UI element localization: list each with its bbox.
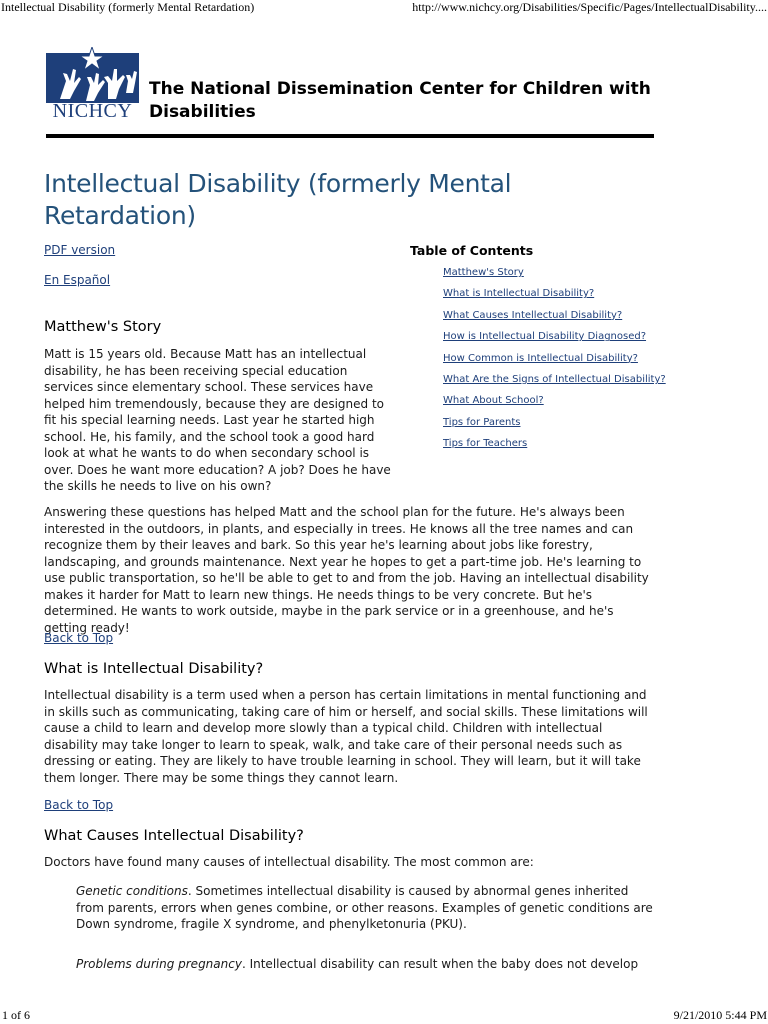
matthew-paragraph-1: Matt is 15 years old. Because Matt has an intellectual disability, he has been receiving special education services since elementary school. These services have helped him tremendously, because they are designed to fit his special learning needs. Last year he started high school. He, his family, and the school took a good hard look at what he wants to do when secondary school is over. Does he want more education? A job? Does he have the skills he needs to live on his own? bbox=[44, 347, 391, 493]
logo-wordmark: NICHCY bbox=[52, 100, 133, 122]
page-count: 1 of 6 bbox=[2, 1008, 30, 1022]
document-title: Intellectual Disability (formerly Mental Retardation) bbox=[1, 0, 255, 14]
toc-link-tips-parents[interactable]: Tips for Parents bbox=[443, 416, 521, 428]
cause-pregnancy-problems bbox=[76, 956, 656, 973]
toc-link-what-is[interactable]: What is Intellectual Disability? bbox=[443, 288, 595, 300]
toc-link-signs[interactable]: What Are the Signs of Intellectual Disability? bbox=[443, 373, 666, 385]
back-to-top-link[interactable]: Back to Top bbox=[44, 798, 114, 812]
section-heading-what-is: What is Intellectual Disability? bbox=[44, 661, 264, 677]
causes-intro: Doctors have found many causes of intellectual disability. The most common are: bbox=[44, 855, 534, 869]
header-divider bbox=[46, 134, 654, 138]
cause-description: . Sometimes intellectual disability is caused by abnormal genes inherited from parents, errors when genes combine, or other reasons. Examples of genetic conditions are Down syndrome, fragile X syndrome, and phenylketonuria (PKU). bbox=[76, 884, 653, 931]
cause-term: Genetic conditions bbox=[76, 884, 188, 898]
back-to-top-link[interactable]: Back to Top bbox=[44, 631, 114, 645]
toc-link-school[interactable]: What About School? bbox=[443, 395, 544, 407]
print-timestamp: 9/21/2010 5:44 PM bbox=[673, 1008, 767, 1022]
page-title: Intellectual Disability (formerly Mental Retardation) bbox=[44, 169, 512, 230]
nichcy-logo bbox=[46, 47, 139, 123]
page-url: http://www.nichcy.org/Disabilities/Specific/Pages/IntellectualDisability.... bbox=[412, 0, 767, 14]
what-is-paragraph: Intellectual disability is a term used when a person has certain limitations in mental functioning and in skills such as communicating, taking care of him or herself, and social skills. These limitations will cause a child to learn and develop more slowly than a typical child. Children with intellectual disability may take longer to learn to speak, walk, and take care of their personal needs such as dressing or eating. They are likely to have trouble learning in school. They will learn, but it will take them longer. There may be some things they cannot learn. bbox=[44, 688, 648, 785]
toc-heading: Table of Contents bbox=[410, 243, 534, 258]
cause-description: . Intellectual disability can result when the baby does not develop bbox=[241, 957, 639, 971]
table-of-contents bbox=[443, 266, 666, 459]
print-footer bbox=[0, 1008, 768, 1022]
toc-link-diagnosed[interactable]: How is Intellectual Disability Diagnosed? bbox=[443, 331, 647, 343]
toc-link-causes[interactable]: What Causes Intellectual Disability? bbox=[443, 309, 623, 321]
cause-genetic-conditions bbox=[76, 883, 656, 933]
spanish-version-link[interactable]: En Español bbox=[44, 273, 111, 287]
toc-link-matthews-story[interactable]: Matthew's Story bbox=[443, 267, 524, 278]
cause-term: Problems during pregnancy bbox=[76, 957, 242, 971]
hands-star-icon bbox=[46, 47, 139, 103]
print-header bbox=[0, 0, 768, 14]
org-name: The National Dissemination Center for Children with Disabilities bbox=[149, 79, 651, 122]
section-heading-causes: What Causes Intellectual Disability? bbox=[44, 828, 304, 844]
toc-link-tips-teachers[interactable]: Tips for Teachers bbox=[443, 438, 528, 450]
section-heading-matthews-story: Matthew's Story bbox=[44, 319, 162, 335]
matthew-paragraph-2: Answering these questions has helped Matt and the school plan for the future. He's always been interested in the outdoors, in plants, and especially in trees. He knows all the tree names and can recognize them by their leaves and bark. So this year he's learning about jobs like forestry, landscaping, and grounds maintenance. Next year he hopes to get a part-time job. He's learning to use public transportation, so he'll be able to get to and from the job. Having an intellectual disability makes it harder for Matt to learn new things. He needs things to be very concrete. But he's determined. He wants to work outside, maybe in the park service or in a greenhouse, and he's getting ready! bbox=[44, 505, 649, 635]
toc-link-how-common[interactable]: How Common is Intellectual Disability? bbox=[443, 352, 638, 364]
pdf-version-link[interactable]: PDF version bbox=[44, 243, 116, 257]
